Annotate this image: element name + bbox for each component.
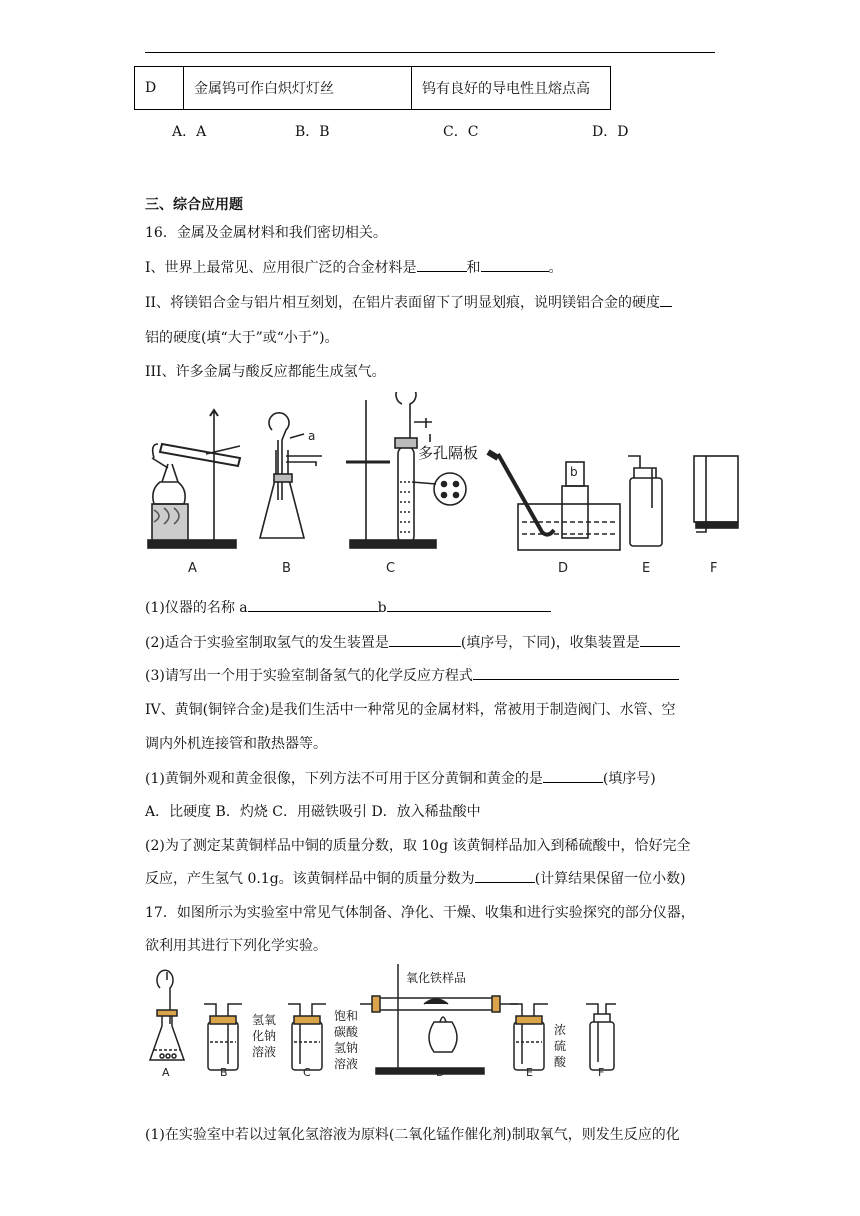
fig2-label-a: A [162,1066,170,1078]
text: (填序号) [602,771,656,787]
option-table [134,66,611,110]
q16-sub4 [145,768,656,788]
text: (1)仪器的名称 a [145,600,248,616]
text: (3)请写出一个用于实验室制备氢气的化学反应方程式 [145,668,473,684]
fig1-label-e: E [642,561,651,576]
text: (2)适合于实验室制取氢气的发生装置是 [145,635,389,651]
blank-alloy-2[interactable] [481,257,549,272]
text: (1)黄铜外观和黄金很像，下列方法不可用于区分黄铜和黄金的是 [145,771,543,787]
choice-c[interactable]: C．C [443,124,479,140]
q16-sub2 [145,632,680,652]
label-c-line4: 溶液 [334,1057,359,1071]
apparatus-d [488,452,620,550]
apparatus-c [346,392,466,548]
fig2-label-d: D [436,1066,445,1078]
blank-method[interactable] [543,768,603,783]
fig1-label-f: F [710,561,718,576]
q16-sub4-options: A．比硬度 B．灼烧 C．用磁铁吸引 D．放入稀盐酸中 [145,804,481,820]
choice-d[interactable]: D．D [592,124,629,140]
q16-intro: 16．金属及金属材料和我们密切相关。 [145,225,387,241]
table-cell-label: D [135,67,184,110]
table-cell-fact: 金属钨可作白炽灯灯丝 [184,67,412,110]
blank-generator[interactable] [389,632,461,647]
text: (计算结果保留一位小数) [534,871,686,887]
q16-part4a: IV、黄铜(铜锌合金)是我们生活中一种常见的金属材料，常被用于制造阀门、水管、空 [145,702,676,718]
label-b-line3: 溶液 [252,1045,277,1059]
apparatus-figure-1 [140,392,740,580]
label-e-line1: 浓 [554,1023,567,1037]
label-c-line2: 碳酸 [334,1025,359,1039]
choice-b[interactable]: B．B [295,124,330,140]
apparatus-b2 [204,1004,242,1070]
text: 反应，产生氢气 0.1g。该黄铜样品中铜的质量分数为 [145,871,475,887]
q16-part3: III、许多金属与酸反应都能生成氢气。 [145,364,386,380]
blank-equation[interactable] [473,665,679,680]
text: I、世界上最常见、应用很广泛的合金材料是 [145,260,417,276]
q16-part1 [145,257,563,277]
q16-part2b: 铝的硬度(填“大于”或“小于”)。 [145,330,339,346]
blank-alloy-1[interactable] [417,257,467,272]
label-b-line2: 化钠 [252,1029,277,1043]
apparatus-e [628,456,662,546]
blank-copper-percent[interactable] [475,868,535,883]
fig1-label-b: B [282,561,291,576]
q17-intro-2: 欲利用其进行下列化学实验。 [145,938,327,954]
section-title: 三、综合应用题 [145,197,243,213]
apparatus-e2 [510,1004,548,1070]
blank-instrument-a[interactable] [248,597,378,612]
apparatus-f [694,456,738,532]
apparatus-a [148,410,240,548]
label-e-line2: 硫 [554,1039,567,1053]
fig2-label-c: C [303,1066,311,1078]
label-c-line3: 氢钠 [334,1041,359,1055]
label-a-mark: a [308,429,316,443]
q16-part2 [145,292,672,312]
text: 。 [548,260,563,276]
text: 和 [466,260,481,276]
table-cell-reason: 钨有良好的导电性且熔点高 [412,67,611,110]
blank-hardness[interactable] [660,292,672,307]
blank-instrument-b[interactable] [387,597,551,612]
q16-part4b: 调内外机连接管和散热器等。 [145,736,327,752]
apparatus-figure-2 [140,962,630,1078]
q16-sub1 [145,597,551,617]
q17-intro-1: 17．如图所示为实验室中常见气体制备、净化、干燥、收集和进行实验探究的部分仪器， [145,905,695,921]
label-b-line1: 氢氧 [252,1013,277,1027]
text: b [377,600,387,616]
apparatus-a2 [150,970,184,1060]
fig2-label-f: F [598,1066,605,1078]
text: (填序号，下同)，收集装置是 [460,635,640,651]
text: II、将镁铝合金与铝片相互刻划，在铝片表面留下了明显划痕，说明镁铝合金的硬度 [145,295,661,311]
table-row [135,67,611,110]
blank-collector[interactable] [640,632,680,647]
answer-choices [0,121,860,141]
q16-sub5a: (2)为了测定某黄铜样品中铜的质量分数，取 10g 该黄铜样品加入到稀硫酸中，恰好完全 [145,838,691,854]
label-d-sample: 氧化铁样品 [406,971,467,985]
fig1-label-d: D [558,561,569,576]
porous-plate-label: 多孔隔板 [418,444,479,462]
fig2-label-e: E [526,1066,533,1078]
label-b-mark: b [570,465,578,479]
choice-a[interactable]: A．A [172,124,207,140]
top-rule [145,52,715,53]
fig2-label-b: B [220,1066,228,1078]
fig1-label-c: C [386,561,396,576]
q17-sub1: (1)在实验室中若以过氧化氢溶液为原料(二氧化锰作催化剂)制取氧气，则发生反应的化 [145,1127,680,1143]
q16-sub5b [145,868,686,888]
label-c-line1: 饱和 [334,1009,359,1023]
label-e-line3: 酸 [554,1055,567,1069]
apparatus-f2 [586,1004,616,1070]
q16-sub3 [145,665,679,685]
apparatus-c2 [288,1004,326,1070]
fig1-label-a: A [188,561,197,576]
